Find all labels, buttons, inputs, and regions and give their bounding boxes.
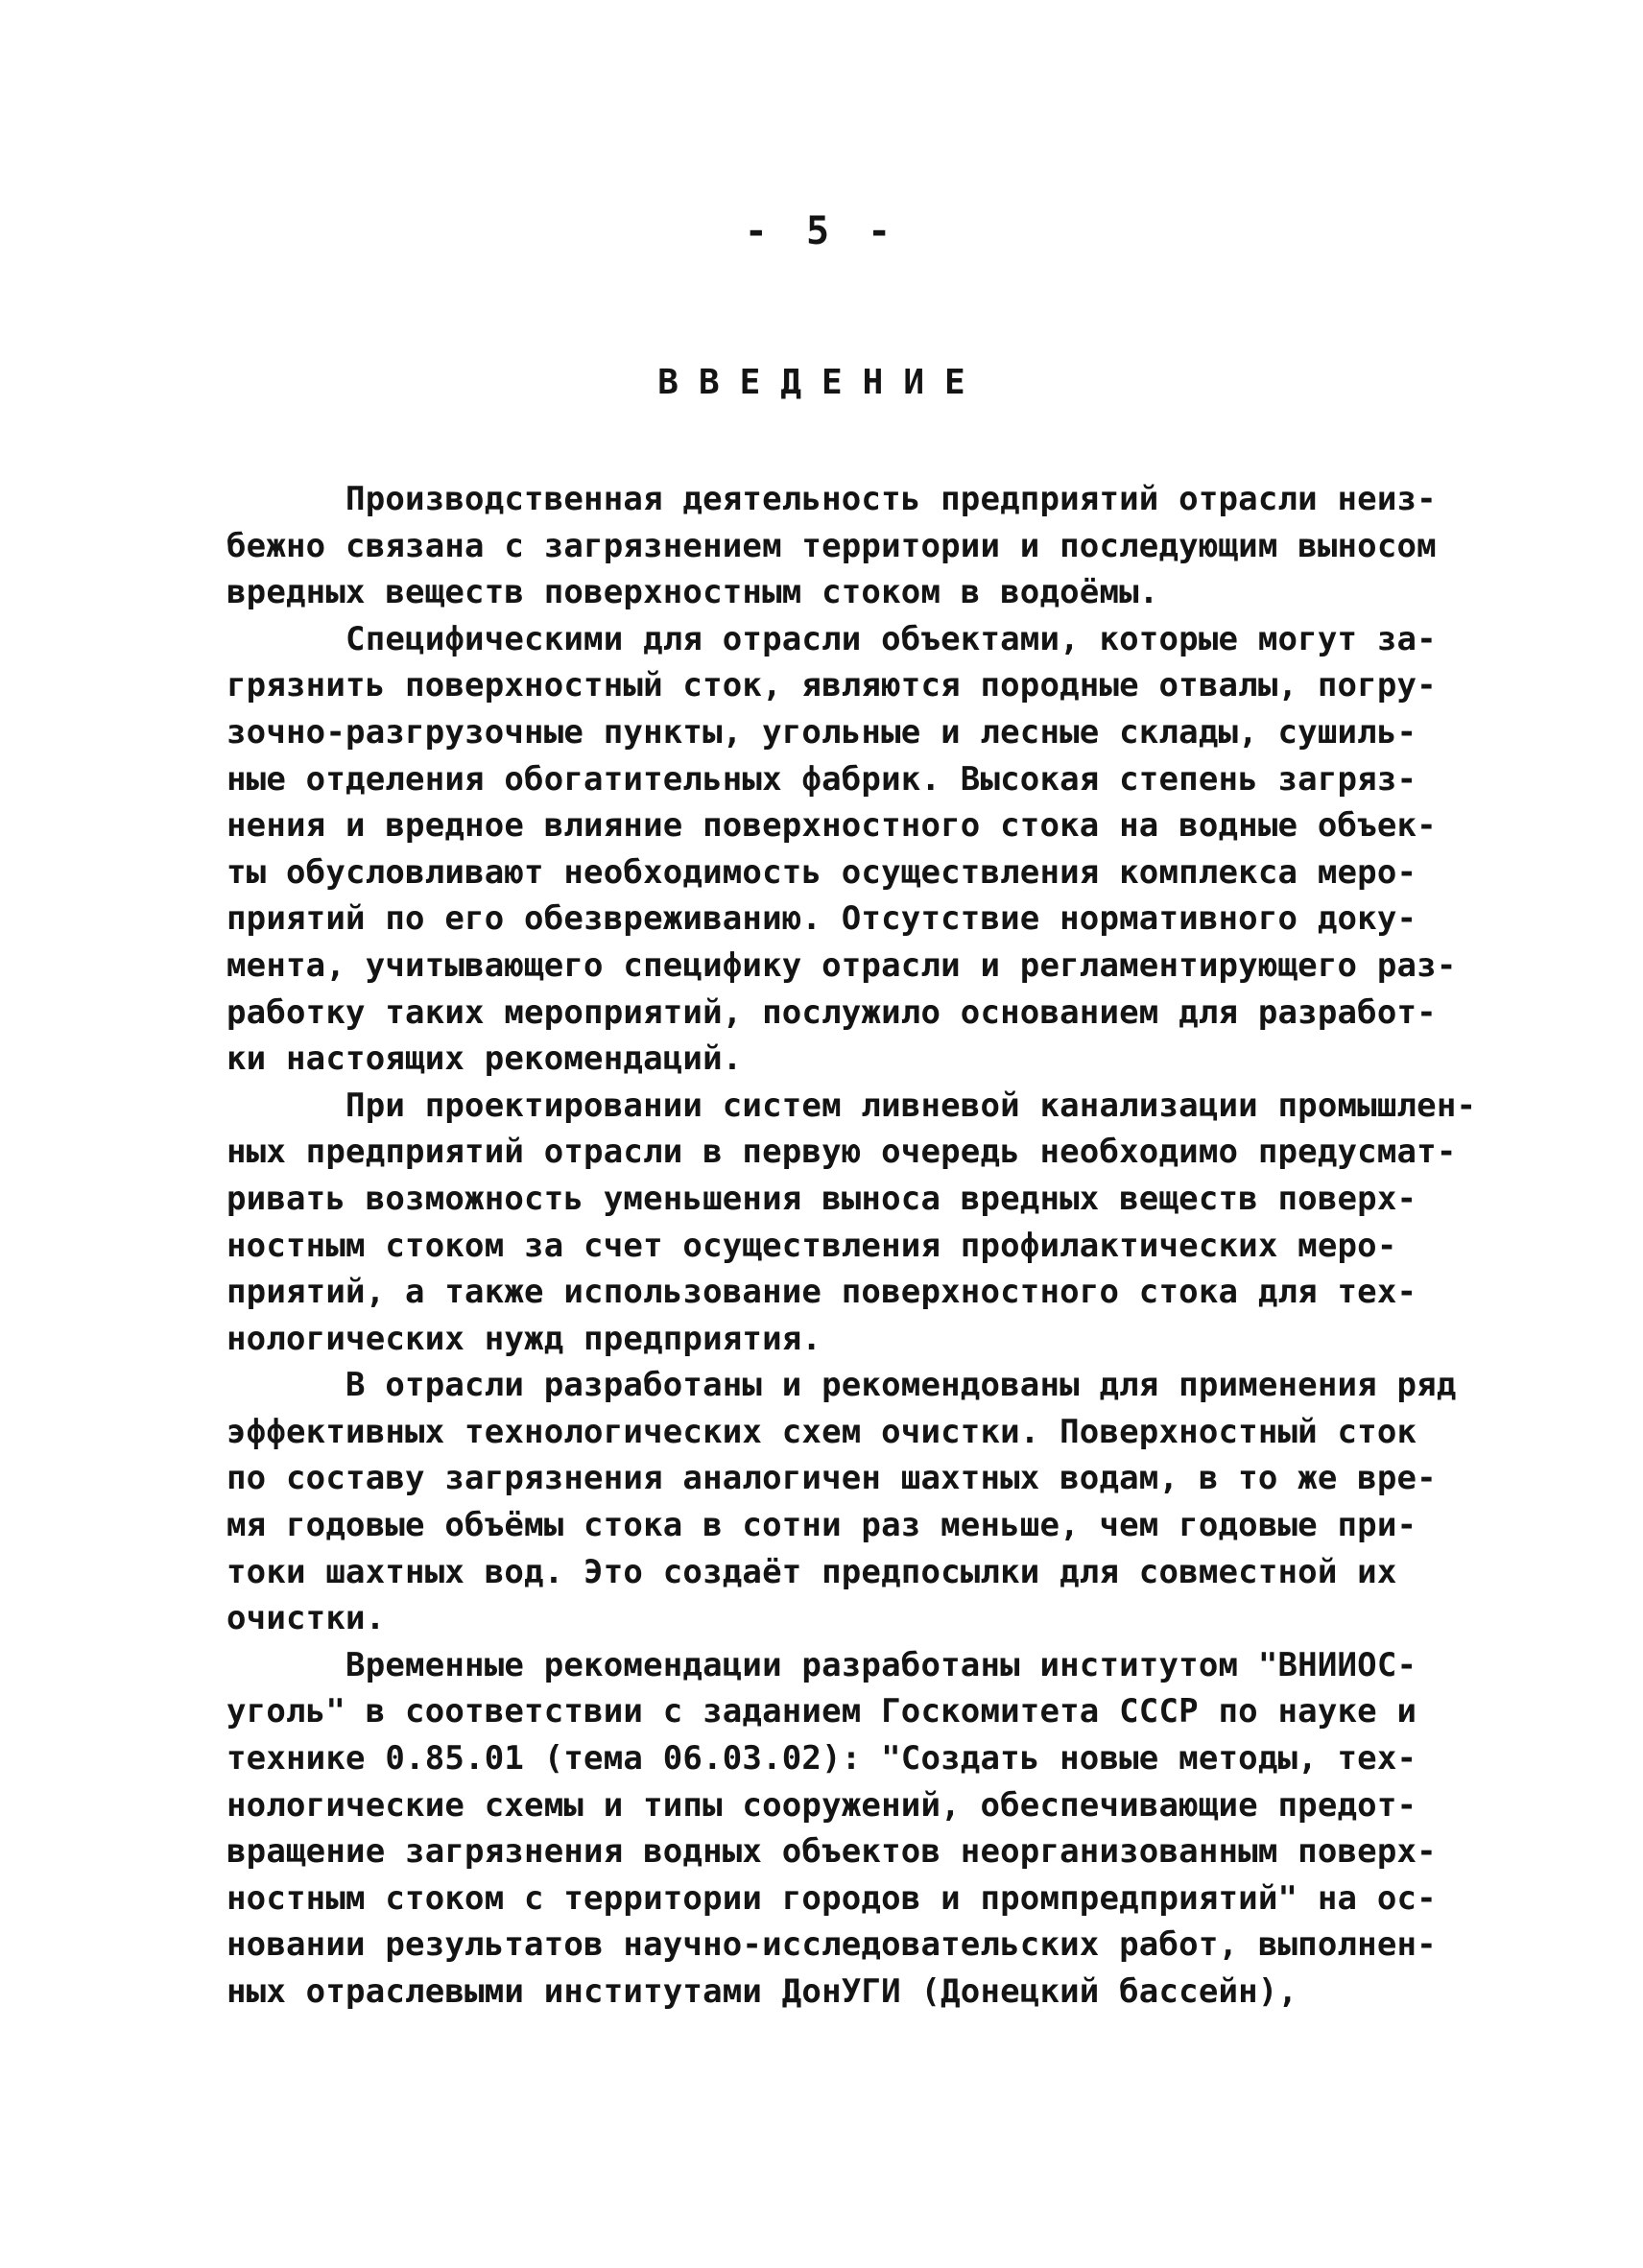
text-line: ностным стоком за счет осуществления профилактических меро- — [226, 1226, 1397, 1265]
text-line: При проектировании систем ливневой канализации промышлен- — [226, 1086, 1477, 1125]
text-line: ривать возможность уменьшения выноса вредных веществ поверх- — [226, 1179, 1417, 1218]
text-line: Временные рекомендации разработаны институтом "ВНИИОС- — [226, 1645, 1417, 1684]
text-line: ные отделения обогатительных фабрик. Высокая степень загряз- — [226, 759, 1417, 799]
text-line: грязнить поверхностный сток, являются породные отвалы, погру- — [226, 666, 1437, 705]
text-line: вредных веществ поверхностным стоком в водоёмы. — [226, 573, 1159, 612]
text-line: ных отраслевыми институтами ДонУГИ (Донецкий бассейн), — [226, 1972, 1298, 2011]
text-line: мента, учитывающего специфику отрасли и регламентирующего раз- — [226, 945, 1457, 985]
text-line: В отрасли разработаны и рекомендованы для применения ряд — [226, 1366, 1457, 1405]
text-line: новании результатов научно-исследовательских работ, выполнен- — [226, 1925, 1437, 1965]
text-line: ты обусловливают необходимость осуществления комплекса меро- — [226, 852, 1417, 892]
text-line: нологических нужд предприятия. — [226, 1319, 822, 1358]
text-line: нения и вредное влияние поверхностного стока на водные объек- — [226, 806, 1437, 846]
text-line: нологические схемы и типы сооружений, обеспечивающие предот- — [226, 1785, 1417, 1825]
text-line: токи шахтных вод. Это создаёт предпосылки для совместной их — [226, 1552, 1397, 1591]
page-number: - 5 - — [744, 209, 899, 253]
body-text — [226, 476, 1477, 2016]
text-line: вращение загрязнения водных объектов неорганизованным поверх- — [226, 1832, 1437, 1872]
text-line: технике 0.85.01 (тема 06.03.02): "Создать новые методы, тех- — [226, 1739, 1417, 1779]
text-line: приятий по его обезвреживанию. Отсутствие нормативного доку- — [226, 899, 1417, 939]
text-line: Специфическими для отрасли объектами, которые могут за- — [226, 619, 1437, 658]
text-line: мя годовые объёмы стока в сотни раз меньше, чем годовые при- — [226, 1506, 1417, 1545]
text-line: очистки. — [226, 1599, 386, 1638]
text-line: ных предприятий отрасли в первую очередь необходимо предусмат- — [226, 1133, 1457, 1172]
section-heading: ВВЕДЕНИЕ — [657, 363, 986, 402]
text-line: бежно связана с загрязнением территории и последующим выносом — [226, 526, 1437, 565]
text-line: ностным стоком с территории городов и промпредприятий" на ос- — [226, 1878, 1437, 1918]
text-line: по составу загрязнения аналогичен шахтных водам, в то же вре- — [226, 1459, 1437, 1498]
text-line: Производственная деятельность предприятий отрасли неиз- — [226, 480, 1437, 518]
text-line: работку таких мероприятий, послужило основанием для разработ- — [226, 992, 1437, 1032]
text-line: ки настоящих рекомендаций. — [226, 1039, 743, 1079]
text-line: приятий, а также использование поверхностного стока для тех- — [226, 1273, 1417, 1312]
text-line: эффективных технологических схем очистки. Поверхностный сток — [226, 1412, 1417, 1451]
text-line: зочно-разгрузочные пункты, угольные и лесные склады, сушиль- — [226, 712, 1417, 752]
text-line: уголь" в соответствии с заданием Госкомитета СССР по науке и — [226, 1692, 1417, 1731]
